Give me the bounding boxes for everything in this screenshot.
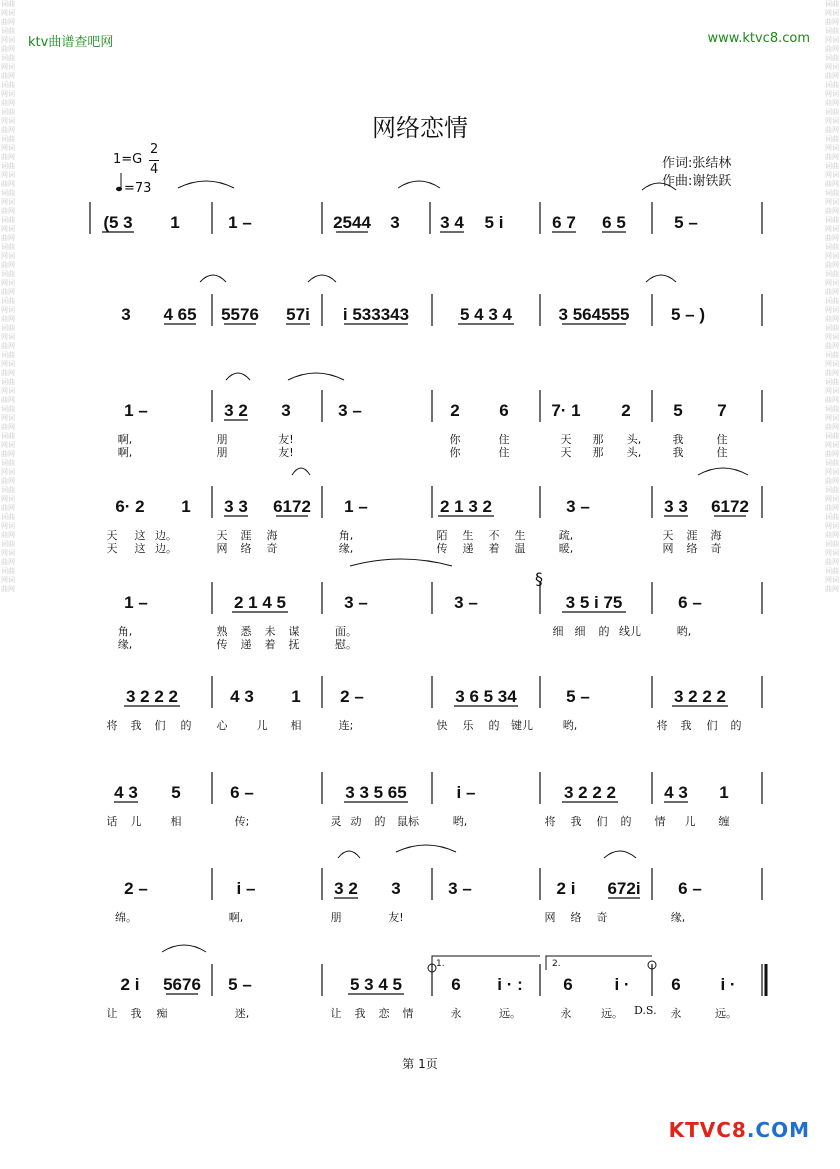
lyric-line-1: 连; <box>338 719 354 732</box>
note-group: 4 3 <box>230 687 254 706</box>
note-group: 5 i <box>484 213 504 232</box>
lyric-line-2: 递 <box>240 638 252 651</box>
lyric-line-1: 哟, <box>562 719 578 732</box>
note-group: 5 <box>171 783 181 802</box>
note-group: 6 – <box>678 593 702 612</box>
volta-bracket-2 <box>546 956 652 970</box>
lyric-line-1: 永 <box>450 1007 462 1020</box>
lyric-line-2: 这 <box>134 542 146 555</box>
lyric-line-1: 友! <box>388 911 404 924</box>
note-group: 5 – ) <box>670 305 706 324</box>
lyric-line-2: 天 <box>560 446 572 459</box>
note-group: 1 <box>170 213 180 232</box>
note-group: 1 <box>181 497 191 516</box>
lyric-line-2: 缘, <box>338 542 354 555</box>
site-logo <box>669 1118 810 1142</box>
slur-arc <box>200 275 226 282</box>
volta-bracket-1 <box>432 956 540 970</box>
note-group: 3 <box>121 305 131 324</box>
lyric-line-2: 奇 <box>710 542 722 555</box>
lyric-line-2: 住 <box>498 446 510 459</box>
lyric-line-2: 网 <box>216 542 228 555</box>
lyric-line-2: 我 <box>672 446 684 459</box>
slur-arc <box>288 373 344 380</box>
lyric-line-1: 啊, <box>228 911 244 924</box>
lyric-line-1: 线儿 <box>619 625 641 638</box>
note-group: 3 2 2 2 <box>674 687 726 706</box>
note-group: 5 3 4 5 <box>350 975 402 994</box>
key-signature: 1=G <box>113 152 143 167</box>
lyric-line-2: 慰。 <box>335 638 357 651</box>
lyric-line-1: 我 <box>130 1007 142 1020</box>
note-group: 3 – <box>338 401 362 420</box>
ds-marking: D.S. <box>634 1004 657 1017</box>
note-group: 1 – <box>124 401 148 420</box>
lyric-line-1: 哟, <box>452 815 468 828</box>
lyric-line-2: 传 <box>216 638 228 651</box>
slur-arc <box>604 851 636 858</box>
lyric-line-1: 话 <box>106 815 118 828</box>
song-title: 网络恋情 <box>372 114 468 142</box>
lyric-line-2: 友! <box>278 446 294 459</box>
lyric-line-1: 朋 <box>330 911 342 924</box>
note-group: 1 – <box>124 593 148 612</box>
note-group: 3 3 <box>224 497 248 516</box>
note-group: (5 3 <box>103 213 133 232</box>
logo-text-red: KTVC8 <box>668 1118 747 1142</box>
slur-arc <box>642 183 676 190</box>
note-group: 6 5 <box>602 213 626 232</box>
slur-arc <box>646 275 676 282</box>
segno-icon: § <box>535 569 543 588</box>
lyric-line-1: 迷, <box>234 1007 250 1020</box>
lyric-line-1: 疏, <box>558 529 574 542</box>
note-group: 2 1 3 2 <box>440 497 492 516</box>
note-group: 5 – <box>674 213 698 232</box>
slur-arc <box>698 468 748 475</box>
lyric-line-1: 网 <box>544 911 556 924</box>
lyric-line-1: 儿 <box>684 815 696 828</box>
watermark-left: 词曲网词曲网词曲网词曲网词曲网词曲网词曲网词曲网词曲网词曲网词曲网词曲网词曲网词曲网词曲网词曲网词曲网词曲网词曲网词曲网词曲网词曲网词曲网词曲网词曲网词曲网词曲网词曲网词曲网词曲网词曲网词曲网词曲网词曲网词曲网词曲网词曲网词曲网词曲网词曲网词曲网词曲网词曲网词曲网 <box>1 0 15 593</box>
note-group: 3 5 i 75 <box>565 593 623 612</box>
slur-arc <box>292 468 310 475</box>
lyric-line-1: 远。 <box>499 1007 521 1020</box>
note-group: 4 3 <box>664 783 688 802</box>
lyric-line-1: 未 <box>264 625 276 638</box>
note-group: 3 3 <box>664 497 688 516</box>
note-group: 3 <box>281 401 291 420</box>
lyric-line-1: 动 <box>350 815 362 828</box>
lyric-line-1: 涯 <box>686 529 698 542</box>
note-group: 57i <box>286 305 310 324</box>
note-group: 6· 2 <box>115 497 145 516</box>
lyric-line-2: 着 <box>264 638 276 651</box>
note-group: 1 <box>719 783 729 802</box>
lyric-line-1: 的 <box>180 719 192 732</box>
volta-label-2: 2. <box>552 959 561 969</box>
lyric-line-1: 海 <box>266 529 278 542</box>
lyric-line-2: 暖, <box>558 542 574 555</box>
lyric-line-1: 们 <box>596 815 608 828</box>
note-group: 3 2 2 2 <box>126 687 178 706</box>
lyric-line-1: 传; <box>234 815 250 828</box>
note-group: 1 – <box>344 497 368 516</box>
lyric-line-1: 生 <box>462 529 474 542</box>
lyric-line-1: 相 <box>170 815 182 828</box>
note-group: 5 – <box>566 687 590 706</box>
lyric-line-1: 头, <box>626 433 642 446</box>
lyric-line-1: 面。 <box>335 625 357 638</box>
lyric-line-1: 永 <box>670 1007 682 1020</box>
lyric-line-1: 缘, <box>670 911 686 924</box>
lyric-line-1: 我 <box>570 815 582 828</box>
note-group: 3 564555 <box>558 305 630 324</box>
lyric-line-1: 的 <box>598 625 610 638</box>
note-group: 3 4 <box>440 213 464 232</box>
lyric-line-1: 不 <box>488 529 500 542</box>
lyric-line-1: 乐 <box>462 719 474 732</box>
lyricist-credit: 作词:张结林 <box>662 156 732 171</box>
lyric-line-1: 的 <box>730 719 742 732</box>
lyric-line-2: 递 <box>462 542 474 555</box>
slur-arc <box>308 275 336 282</box>
time-signature-denominator: 4 <box>150 162 159 177</box>
lyric-line-2: 你 <box>449 446 461 459</box>
note-group: 7 <box>717 401 727 420</box>
lyric-line-1: 海 <box>710 529 722 542</box>
lyric-line-1: 啊, <box>117 433 133 446</box>
note-group: 2 – <box>340 687 364 706</box>
lyric-line-1: 让 <box>106 1007 118 1020</box>
lyric-line-1: 朋 <box>216 433 228 446</box>
lyric-line-1: 天 <box>216 529 228 542</box>
lyric-line-1: 相 <box>290 719 302 732</box>
lyric-line-2: 抚 <box>288 638 300 651</box>
note-group: 6172 <box>711 497 749 516</box>
lyric-line-2: 头, <box>626 446 642 459</box>
note-group: 2544 <box>333 213 371 232</box>
lyric-line-1: 们 <box>154 719 166 732</box>
lyric-line-2: 啊, <box>117 446 133 459</box>
note-group: 2 <box>450 401 460 420</box>
note-group: i · <box>720 975 736 994</box>
lyric-line-1: 陌 <box>436 529 448 542</box>
slur-arc <box>178 181 234 188</box>
lyric-line-1: 恋 <box>378 1007 390 1020</box>
lyric-line-2: 络 <box>686 542 698 555</box>
note-group: i · <box>614 975 630 994</box>
lyric-line-1: 住 <box>716 433 728 446</box>
lyric-line-1: 情 <box>654 815 666 828</box>
lyric-line-1: 远。 <box>601 1007 623 1020</box>
lyric-line-2: 络 <box>240 542 252 555</box>
note-group: 6 <box>451 975 461 994</box>
lyric-line-1: 悉 <box>240 625 252 638</box>
volta-label-1: 1. <box>436 959 445 969</box>
lyric-line-1: 键儿 <box>511 719 533 732</box>
lyric-line-2: 天 <box>106 542 118 555</box>
lyric-line-1: 你 <box>449 433 461 446</box>
note-group: 2 <box>621 401 631 420</box>
note-group: 6 <box>499 401 509 420</box>
lyric-line-1: 络 <box>570 911 582 924</box>
lyric-line-1: 远。 <box>715 1007 737 1020</box>
lyric-line-1: 将 <box>544 815 556 828</box>
lyric-line-1: 住 <box>498 433 510 446</box>
note-group: 3 3 5 65 <box>345 783 407 802</box>
lyric-line-2: 边。 <box>155 542 177 555</box>
note-group: 672i <box>607 879 641 898</box>
slur-arc <box>226 373 250 380</box>
lyric-line-1: 缠 <box>718 815 730 828</box>
note-group: 4 3 <box>114 783 138 802</box>
note-group: 3 <box>391 879 401 898</box>
lyric-line-2: 传 <box>436 542 448 555</box>
note-group: 5676 <box>163 975 201 994</box>
note-group: 3 – <box>448 879 472 898</box>
lyric-line-1: 细 <box>574 625 586 638</box>
lyric-line-1: 将 <box>656 719 668 732</box>
lyric-line-1: 鼠标 <box>397 815 419 828</box>
lyric-line-1: 永 <box>560 1007 572 1020</box>
note-group: 6172 <box>273 497 311 516</box>
note-group: 2 – <box>124 879 148 898</box>
slur-arc <box>338 851 360 858</box>
lyric-line-2: 着 <box>488 542 500 555</box>
slur-arc <box>162 945 206 952</box>
lyric-line-1: 天 <box>662 529 674 542</box>
note-group: 6 7 <box>552 213 576 232</box>
watermark-right: 词曲网词曲网词曲网词曲网词曲网词曲网词曲网词曲网词曲网词曲网词曲网词曲网词曲网词曲网词曲网词曲网词曲网词曲网词曲网词曲网词曲网词曲网词曲网词曲网词曲网词曲网词曲网词曲网词曲网词曲网词曲网词曲网词曲网词曲网词曲网词曲网词曲网词曲网词曲网词曲网词曲网词曲网词曲网词曲网 <box>825 0 839 593</box>
note-group: 2 i <box>556 879 576 898</box>
note-group: 5 <box>673 401 683 420</box>
lyric-line-1: 的 <box>620 815 632 828</box>
lyric-line-1: 将 <box>106 719 118 732</box>
lyric-line-1: 生 <box>514 529 526 542</box>
lyric-line-2: 奇 <box>266 542 278 555</box>
note-group: i 533343 <box>342 305 410 324</box>
lyric-line-2: 住 <box>716 446 728 459</box>
lyric-line-1: 们 <box>706 719 718 732</box>
note-group: i · : <box>497 975 523 994</box>
tempo-marking: =73 <box>124 181 152 196</box>
note-group: 1 <box>291 687 301 706</box>
note-group: 2 1 4 5 <box>234 593 286 612</box>
note-group: 5 4 3 4 <box>460 305 512 324</box>
lyric-line-1: 心 <box>216 719 228 732</box>
lyric-line-1: 边。 <box>155 529 177 542</box>
lyric-line-1: 哟, <box>676 625 692 638</box>
lyric-line-1: 的 <box>374 815 386 828</box>
lyric-line-1: 天 <box>106 529 118 542</box>
lyric-line-1: 我 <box>680 719 692 732</box>
lyric-line-1: 灵 <box>330 815 342 828</box>
composer-credit: 作曲:谢铁跃 <box>662 174 732 189</box>
note-group: 3 6 5 34 <box>455 687 517 706</box>
lyric-line-1: 细 <box>552 625 564 638</box>
lyric-line-2: 朋 <box>216 446 228 459</box>
note-group: 3 – <box>566 497 590 516</box>
page-number: 第 1页 <box>402 1057 438 1071</box>
lyric-line-1: 涯 <box>240 529 252 542</box>
slur-arc <box>396 845 456 852</box>
note-group: i – <box>236 879 256 898</box>
lyric-line-1: 儿 <box>256 719 268 732</box>
note-group: 7· 1 <box>551 401 581 420</box>
note-group: 6 – <box>678 879 702 898</box>
lyric-line-1: 我 <box>130 719 142 732</box>
slur-arc <box>398 181 440 188</box>
site-url-right: www.ktvc8.com <box>707 31 810 46</box>
lyric-line-1: 让 <box>330 1007 342 1020</box>
note-group: 6 <box>563 975 573 994</box>
note-group: 2 i <box>120 975 140 994</box>
lyric-line-2: 缘, <box>117 638 133 651</box>
lyric-line-1: 情 <box>402 1007 414 1020</box>
lyric-line-1: 那 <box>592 433 604 446</box>
note-group: 3 – <box>344 593 368 612</box>
lyric-line-1: 角, <box>117 625 133 638</box>
slur-arc <box>350 559 452 566</box>
note-group: 6 <box>671 975 681 994</box>
lyric-line-1: 这 <box>134 529 146 542</box>
lyric-line-1: 绵。 <box>115 911 137 924</box>
lyric-line-2: 那 <box>592 446 604 459</box>
note-group: 3 2 <box>224 401 248 420</box>
lyric-line-1: 友! <box>278 433 294 446</box>
note-group: 3 2 2 2 <box>564 783 616 802</box>
note-group: 4 65 <box>163 305 197 324</box>
note-group: 3 2 <box>334 879 358 898</box>
note-group: 5 – <box>228 975 252 994</box>
note-group: 6 – <box>230 783 254 802</box>
note-group: 3 <box>390 213 400 232</box>
lyric-line-2: 温 <box>514 542 526 555</box>
lyric-line-1: 熟 <box>216 625 228 638</box>
note-group: i – <box>456 783 476 802</box>
note-group: 1 – <box>228 213 252 232</box>
lyric-line-1: 奇 <box>596 911 608 924</box>
logo-text-blue: .COM <box>746 1118 810 1142</box>
lyric-line-1: 痴 <box>156 1007 168 1020</box>
lyric-line-2: 网 <box>662 542 674 555</box>
site-name-left: ktv曲谱查吧网 <box>28 35 114 50</box>
time-signature-numerator: 2 <box>150 142 159 157</box>
lyric-line-1: 我 <box>354 1007 366 1020</box>
note-group: 5576 <box>221 305 259 324</box>
note-group: 3 – <box>454 593 478 612</box>
lyric-line-1: 儿 <box>130 815 142 828</box>
lyric-line-1: 的 <box>488 719 500 732</box>
lyric-line-1: 我 <box>672 433 684 446</box>
lyric-line-1: 谋 <box>288 625 300 638</box>
lyric-line-1: 天 <box>560 433 572 446</box>
lyric-line-1: 角, <box>338 529 354 542</box>
lyric-line-1: 快 <box>436 719 448 732</box>
